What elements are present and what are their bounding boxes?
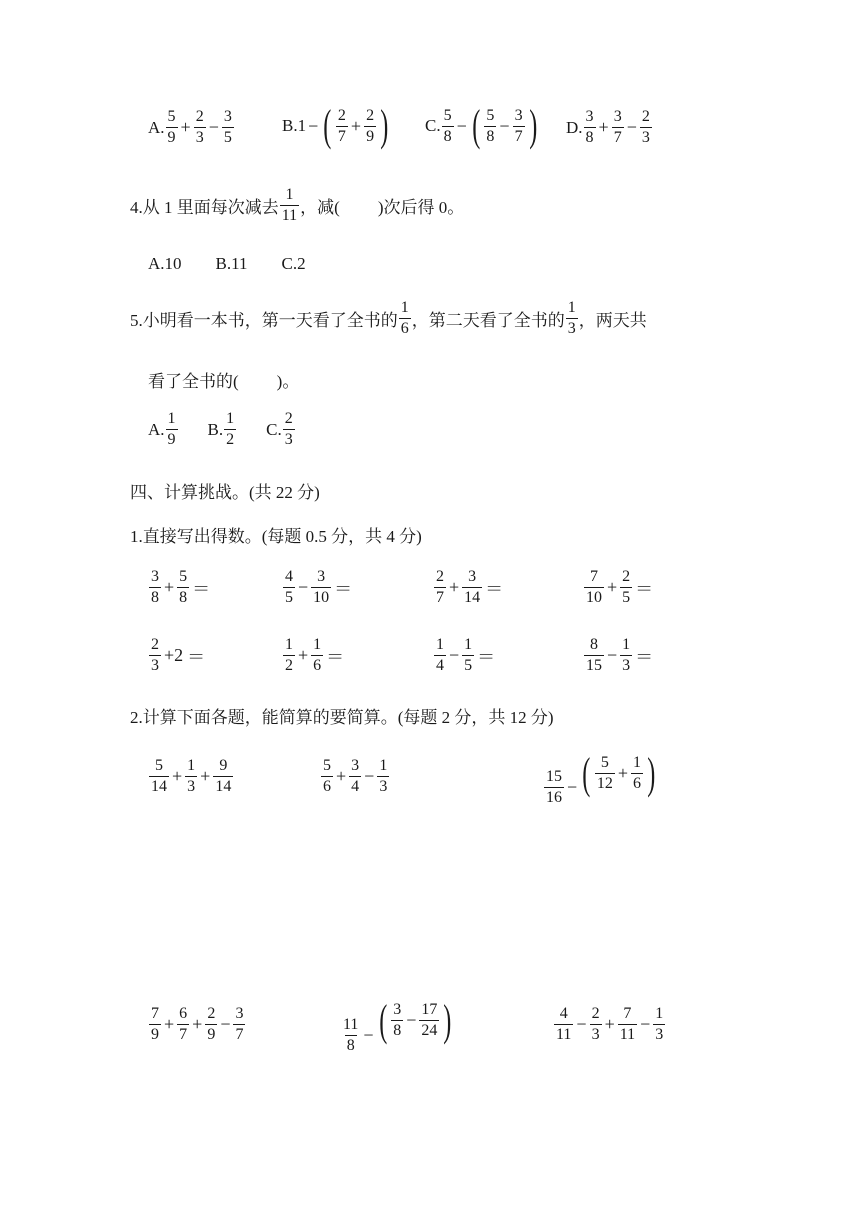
operator: − bbox=[308, 115, 319, 136]
fraction: $\frac{1}{3}$ bbox=[567, 299, 576, 337]
option-c[interactable]: C.2 bbox=[281, 254, 306, 273]
q5-question-line2 bbox=[148, 367, 299, 392]
fraction: $\frac{2}{3}$ bbox=[195, 108, 204, 146]
simplify-calc-4: $\frac{7}{9}$ + $\frac{6}{7}$ + $\frac{2}{9}$ − $\frac{3}{7}$ bbox=[151, 1005, 244, 1043]
fraction: $\frac{1}{9}$ bbox=[167, 410, 176, 448]
option-a[interactable]: A.10 bbox=[148, 254, 182, 273]
direct-calc-6: $\frac{1}{2}$ + $\frac{1}{6}$ ＝ bbox=[285, 636, 345, 674]
fraction: $\frac{2}{9}$ bbox=[366, 106, 375, 145]
operator: − bbox=[499, 115, 510, 136]
question-text: ，两天共 bbox=[578, 311, 647, 330]
part2-title bbox=[130, 703, 554, 728]
question-text: ，减( bbox=[300, 198, 340, 217]
operator: − bbox=[626, 117, 637, 137]
q5-question bbox=[130, 299, 647, 338]
fraction: $\frac{3}{7}$ bbox=[613, 108, 622, 146]
direct-calc-2: $\frac{4}{5}$ − $\frac{3}{10}$ ＝ bbox=[285, 568, 353, 606]
q5-options bbox=[148, 410, 296, 449]
simplify-calc-6: $\frac{4}{11}$ − $\frac{2}{3}$ + $\frac{7}{11}$ − $\frac{1}{3}$ bbox=[556, 1005, 664, 1043]
question-text: 看了全书的( bbox=[148, 372, 239, 391]
simplify-calc-5: $\frac{11}{8}$ − ( $\frac{3}{8}$ − $\frac{17}{24}$ ) bbox=[343, 995, 452, 1054]
simplify-calc-2: $\frac{5}{6}$ + $\frac{3}{4}$ − $\frac{1}{3}$ bbox=[323, 757, 388, 795]
option-label: D. bbox=[566, 117, 583, 137]
fraction: $\frac{5}{9}$ bbox=[167, 108, 176, 146]
operator: + bbox=[350, 115, 362, 136]
operator: + bbox=[598, 117, 609, 137]
direct-calc-8: $\frac{8}{15}$ − $\frac{1}{3}$ ＝ bbox=[586, 636, 654, 674]
fraction: $\frac{5}{8}$ bbox=[486, 106, 495, 145]
operator: − bbox=[456, 115, 467, 136]
fraction: $\frac{2}{3}$ bbox=[641, 108, 650, 146]
operator: − bbox=[208, 117, 219, 137]
q3-option-a bbox=[148, 108, 235, 147]
direct-calc-1: $\frac{3}{8}$ + $\frac{5}{8}$ ＝ bbox=[151, 568, 211, 606]
section-title bbox=[130, 478, 320, 503]
question-text: )次后得 0。 bbox=[377, 198, 465, 217]
question-text: 4.从 1 里面每次减去 bbox=[130, 198, 279, 217]
option-b[interactable]: B.11 bbox=[215, 254, 248, 273]
fraction: $\frac{3}{8}$ bbox=[585, 108, 594, 146]
option-a[interactable]: A. bbox=[148, 419, 165, 439]
part-heading: 2.计算下面各题，能简算的要简算。(每题 2 分，共 12 分) bbox=[130, 708, 554, 727]
direct-calc-5: $\frac{2}{3}$ +2 ＝ bbox=[151, 636, 206, 674]
question-text: )。 bbox=[276, 372, 300, 391]
q4-question bbox=[130, 186, 464, 225]
fraction: $\frac{2}{3}$ bbox=[284, 410, 293, 448]
fraction: $\frac{3}{7}$ bbox=[514, 106, 523, 145]
direct-calc-4: $\frac{7}{10}$ + $\frac{2}{5}$ ＝ bbox=[586, 568, 654, 606]
option-b[interactable]: B. bbox=[207, 419, 224, 439]
q4-options bbox=[148, 254, 306, 274]
direct-calc-3: $\frac{2}{7}$ + $\frac{3}{14}$ ＝ bbox=[436, 568, 504, 606]
fraction: $\frac{1}{2}$ bbox=[226, 410, 235, 448]
option-label: B.1 bbox=[282, 116, 307, 135]
option-label: A. bbox=[148, 117, 165, 137]
question-text: 5.小明看一本书，第一天看了全书的 bbox=[130, 311, 398, 330]
fraction: $\frac{3}{5}$ bbox=[223, 108, 232, 146]
option-label: C. bbox=[425, 116, 441, 135]
simplify-calc-3: $\frac{15}{16}$ − ( $\frac{5}{12}$ + $\frac{1}{6}$ ) bbox=[546, 748, 656, 806]
fraction: $\frac{1}{11}$ bbox=[281, 186, 298, 224]
q3-option-c: C. $\frac{5}{8}$ − ( $\frac{5}{8}$ − $\frac{3}{7}$ ) bbox=[425, 101, 537, 150]
part-heading: 1.直接写出得数。(每题 0.5 分，共 4 分) bbox=[130, 527, 422, 546]
operator: + bbox=[180, 117, 191, 137]
q3-option-d bbox=[566, 108, 653, 147]
part1-title bbox=[130, 522, 422, 547]
simplify-calc-1: $\frac{5}{14}$ + $\frac{1}{3}$ + $\frac{9}{14}$ bbox=[151, 757, 232, 795]
question-text: ，第二天看了全书的 bbox=[411, 311, 565, 330]
q3-option-b: B.1 − ( $\frac{2}{7}$ + $\frac{2}{9}$ ) bbox=[282, 101, 389, 150]
section-heading: 四、计算挑战。(共 22 分) bbox=[130, 483, 320, 502]
direct-calc-7: $\frac{1}{4}$ − $\frac{1}{5}$ ＝ bbox=[436, 636, 496, 674]
option-c[interactable]: C. bbox=[266, 419, 282, 439]
fraction: $\frac{1}{6}$ bbox=[400, 299, 409, 337]
fraction: $\frac{5}{8}$ bbox=[443, 106, 452, 145]
fraction: $\frac{2}{7}$ bbox=[337, 106, 346, 145]
